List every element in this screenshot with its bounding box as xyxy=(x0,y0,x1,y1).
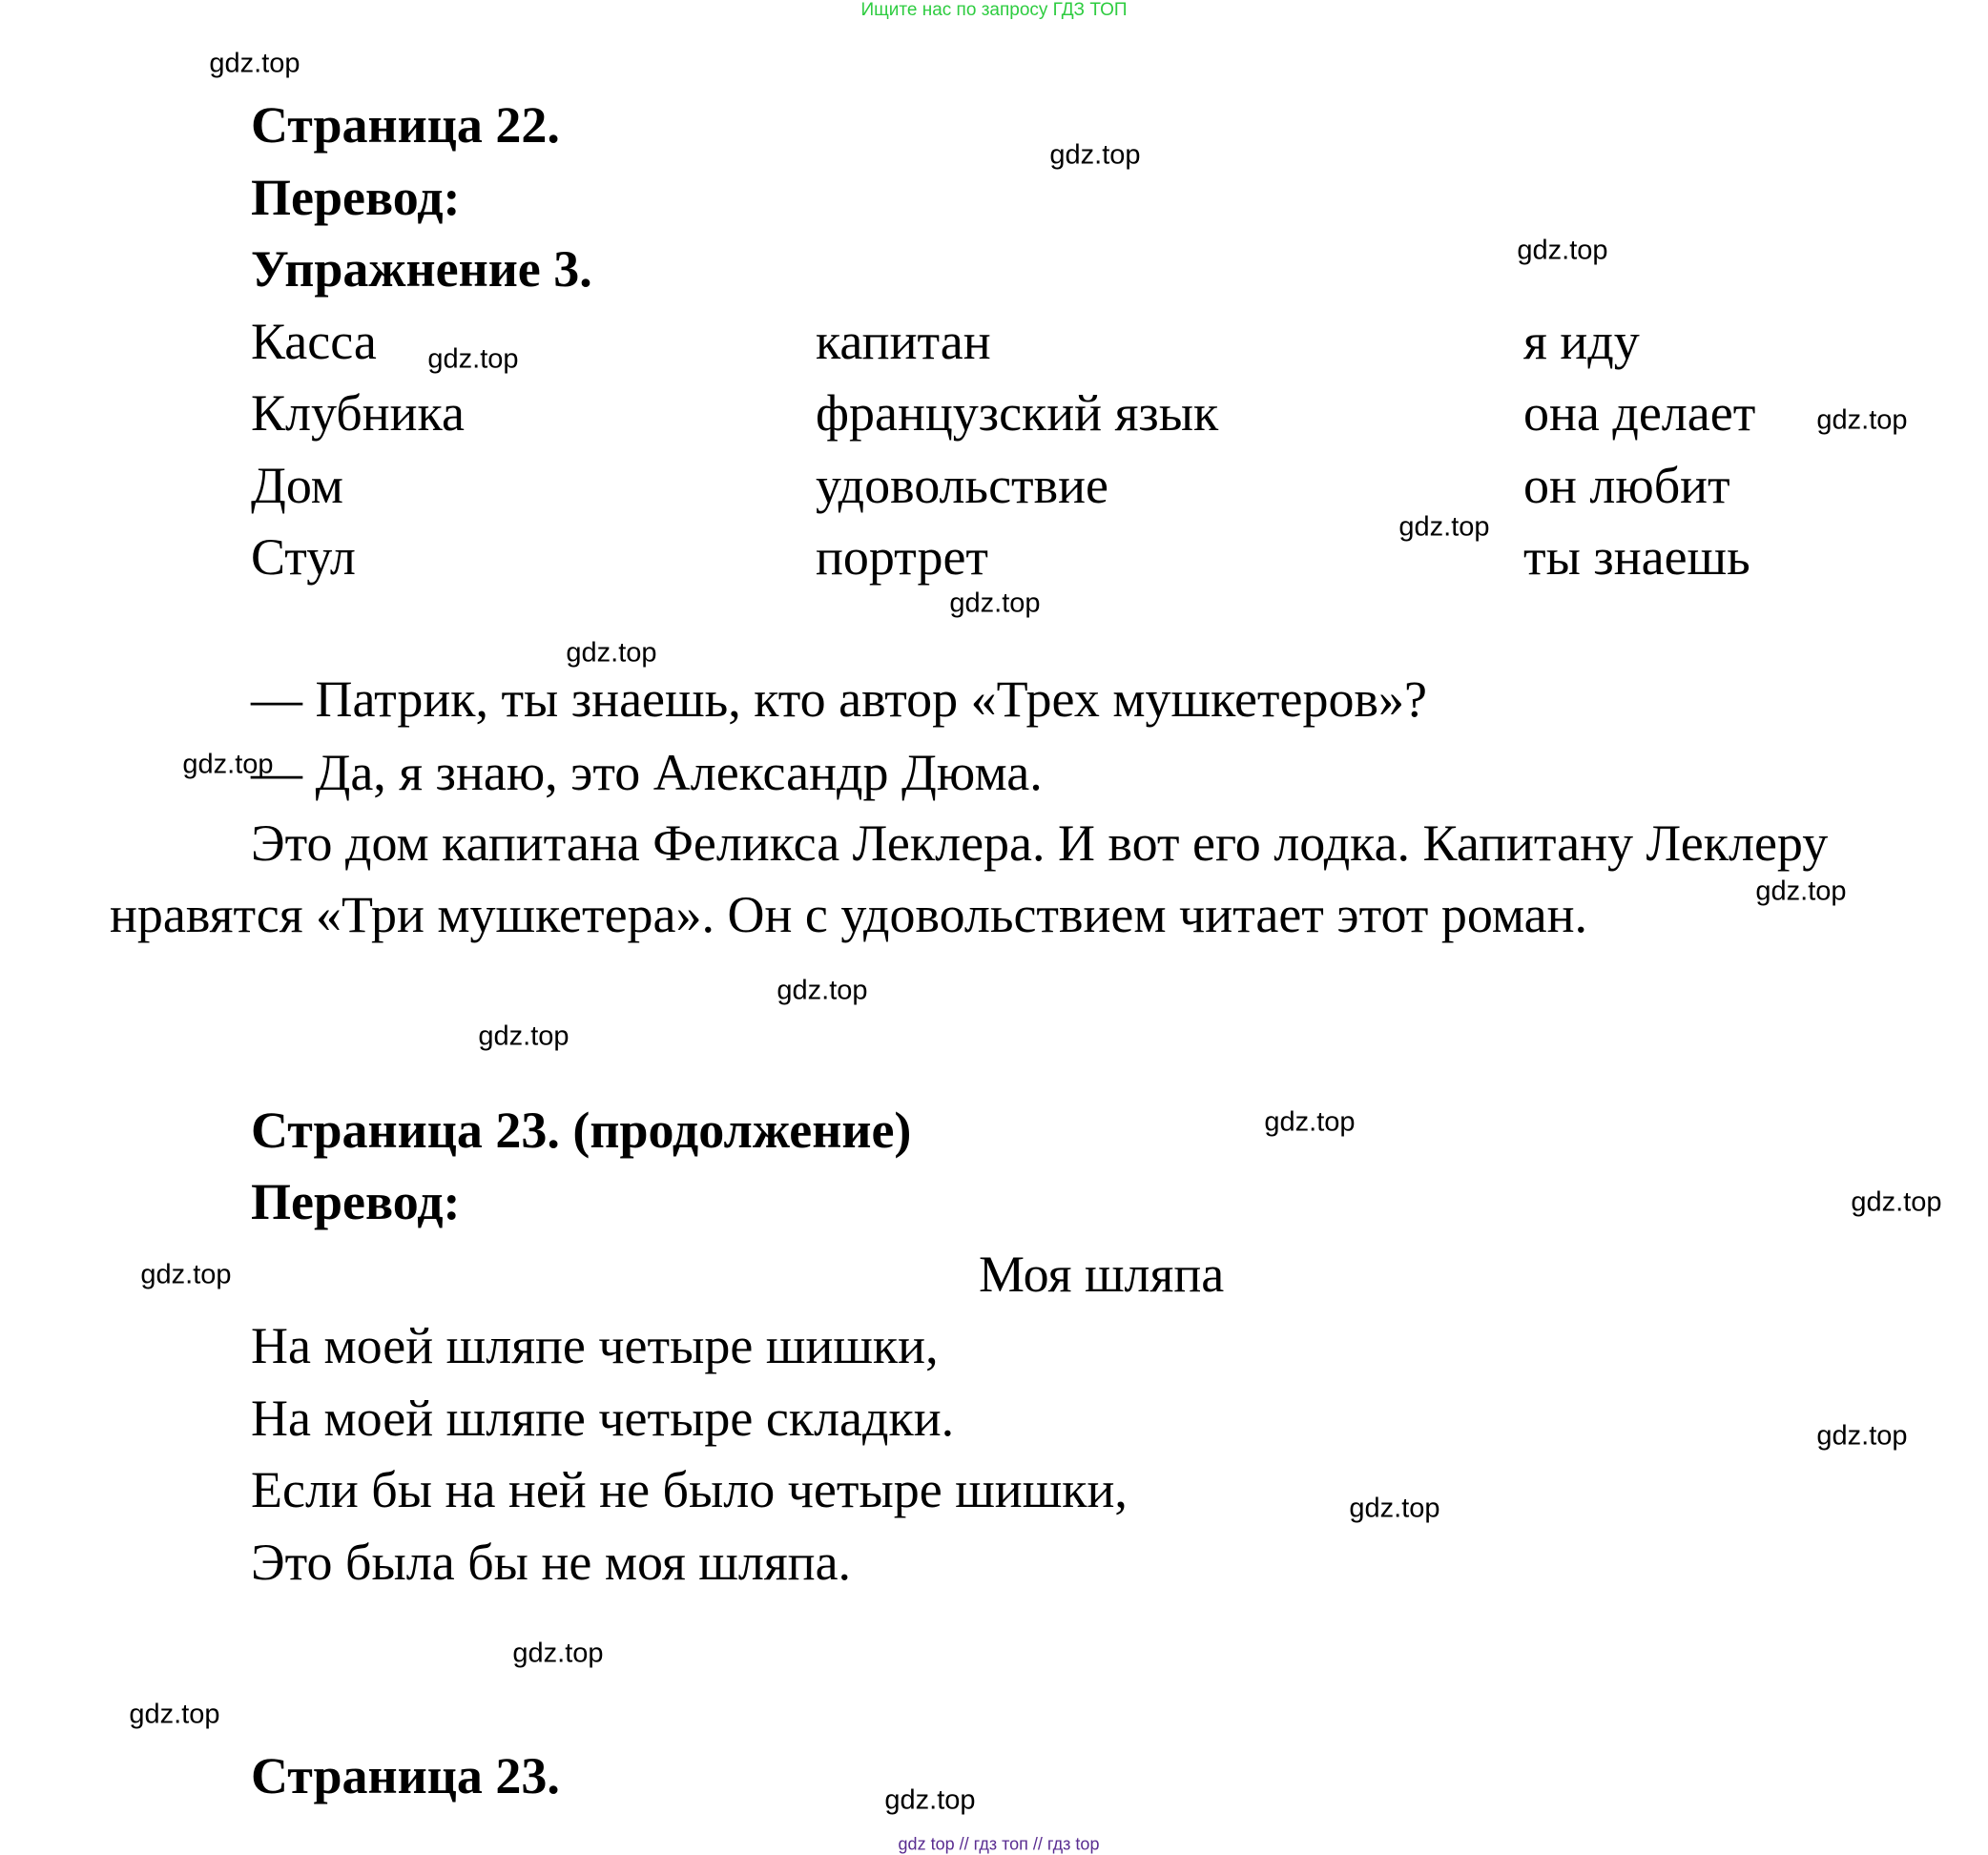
page-title-23: Страница 23. xyxy=(251,1747,560,1804)
watermark: gdz.top xyxy=(949,587,1041,619)
poem-line: Если бы на ней не было четыре шишки, xyxy=(251,1461,1128,1518)
search-banner: Ищите нас по запросу ГДЗ ТОП xyxy=(860,0,1128,20)
watermark: gdz.top xyxy=(566,637,657,669)
poem-line: Это была бы не моя шляпа. xyxy=(251,1534,852,1591)
translation-label: Перевод: xyxy=(251,169,461,226)
watermark: gdz.top xyxy=(182,749,274,780)
word: французский язык xyxy=(816,384,1219,442)
watermark: gdz.top xyxy=(129,1699,220,1730)
word: Касса xyxy=(251,313,377,370)
page-title-23-continued: Страница 23. (продолжение) xyxy=(251,1102,912,1159)
page-title-22: Страница 22. xyxy=(251,96,560,154)
watermark: gdz.top xyxy=(1517,235,1608,266)
dialogue-line: — Да, я знаю, это Александр Дюма. xyxy=(251,744,1043,801)
watermark: gdz.top xyxy=(1851,1186,1942,1218)
watermark: gdz.top xyxy=(777,975,868,1006)
watermark: gdz.top xyxy=(209,48,300,79)
watermark: gdz.top xyxy=(1816,1420,1908,1452)
word: он любит xyxy=(1523,457,1730,514)
watermark: gdz.top xyxy=(1349,1493,1440,1524)
watermark: gdz.top xyxy=(1049,139,1141,171)
watermark: gdz.top xyxy=(512,1638,604,1669)
watermark: gdz.top xyxy=(140,1259,232,1290)
watermark: gdz.top xyxy=(478,1020,569,1052)
translation-label: Перевод: xyxy=(251,1173,461,1230)
watermark: gdz.top xyxy=(1398,511,1490,543)
word: Дом xyxy=(251,457,343,514)
watermark: gdz.top xyxy=(1816,404,1908,436)
word: капитан xyxy=(816,313,991,370)
watermark: gdz.top xyxy=(1755,876,1847,907)
word: Клубника xyxy=(251,384,465,442)
poem-title: Моя шляпа xyxy=(979,1246,1225,1303)
word: удовольствие xyxy=(816,457,1108,514)
exercise-title: Упражнение 3. xyxy=(251,240,592,298)
watermark: gdz.top xyxy=(427,343,519,375)
word: она делает xyxy=(1523,384,1756,442)
word: я иду xyxy=(1523,313,1640,370)
word: Стул xyxy=(251,528,356,586)
poem-line: На моей шляпе четыре складки. xyxy=(251,1390,955,1447)
dialogue-line: — Патрик, ты знаешь, кто автор «Трех мушкетеров»? xyxy=(251,670,1427,728)
word: портрет xyxy=(816,528,989,586)
watermark: gdz.top xyxy=(1264,1106,1356,1138)
paragraph-line: нравятся «Три мушкетера». Он с удовольствием читает этот роман. xyxy=(110,886,1587,943)
paragraph-line: Это дом капитана Феликса Леклера. И вот его лодка. Капитану Леклеру xyxy=(251,814,1829,872)
poem-line: На моей шляпе четыре шишки, xyxy=(251,1317,939,1374)
footer-links: gdz top // гдз топ // гдз top xyxy=(898,1834,1100,1854)
watermark: gdz.top xyxy=(884,1784,976,1816)
word: ты знаешь xyxy=(1523,528,1750,586)
